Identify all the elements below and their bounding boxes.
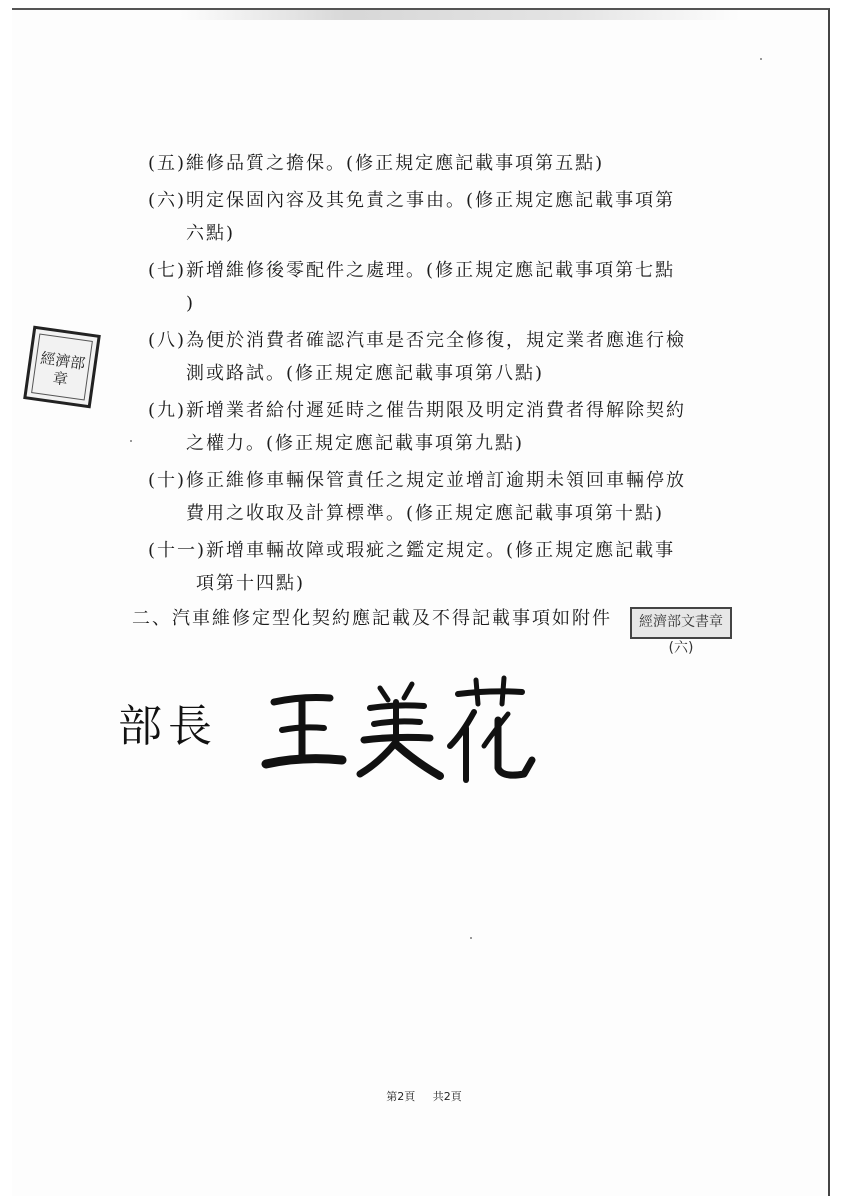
item-text [186, 184, 748, 217]
item-number: (八) [148, 330, 187, 351]
item-text [186, 324, 748, 357]
item-line: 新增車輛故障或瑕疵之鑑定規定。(修正規定應記載事 [206, 540, 676, 561]
list-item-continuation [148, 567, 748, 600]
handwritten-signature [252, 650, 552, 790]
list-item [148, 254, 748, 287]
item-text [186, 254, 748, 287]
page-footer [0, 1088, 848, 1104]
item-list [148, 147, 748, 600]
item-line: 項第十四點) [196, 573, 306, 594]
item-number: (五) [148, 153, 187, 174]
item-line: 之權力。(修正規定應記載事項第九點) [186, 433, 525, 454]
list-item [148, 534, 748, 567]
list-item [148, 394, 748, 427]
signature-graphic [252, 650, 552, 790]
scan-speck [130, 440, 132, 442]
seal-stamp [23, 326, 101, 409]
item-line: 維修品質之擔保。(修正規定應記載事項第五點) [186, 153, 605, 174]
document-seal-stamp: 經濟部文書章(六) [630, 607, 732, 639]
scan-artifact [180, 10, 740, 20]
item-text [206, 534, 748, 567]
item-number: (六) [148, 190, 187, 211]
list-item [148, 324, 748, 357]
list-item-continuation [148, 287, 748, 320]
item-text [186, 464, 748, 497]
item-text [186, 394, 748, 427]
section-two-text: 二、汽車維修定型化契約應記載及不得記載事項如附件 [132, 608, 612, 629]
list-item [148, 147, 748, 180]
item-line: 六點) [186, 223, 236, 244]
list-item [148, 184, 748, 217]
item-line: 新增維修後零配件之處理。(修正規定應記載事項第七點 [186, 260, 676, 281]
item-line: 為便於消費者確認汽車是否完全修復，規定業者應進行檢 [186, 330, 687, 351]
item-line: 測或路試。(修正規定應記載事項第八點) [186, 363, 545, 384]
item-number: (十一) [148, 540, 207, 561]
page-total: 共2頁 [432, 1090, 462, 1103]
list-item-continuation [148, 217, 748, 250]
item-text [186, 147, 748, 180]
page-number: 第2頁 [386, 1090, 416, 1103]
minister-title: 部長 [118, 701, 218, 752]
seal-stamp-text: 經濟部章 [31, 334, 93, 401]
item-number: (七) [148, 260, 187, 281]
item-line: ) [186, 293, 196, 314]
item-line: 新增業者給付遲延時之催告期限及明定消費者得解除契約 [186, 400, 687, 421]
item-line: 明定保固內容及其免責之事由。(修正規定應記載事項第 [186, 190, 676, 211]
scan-speck [470, 937, 472, 939]
list-item-continuation [148, 357, 748, 390]
list-item-continuation [148, 427, 748, 460]
item-number: (九) [148, 400, 187, 421]
item-line: 費用之收取及計算標準。(修正規定應記載事項第十點) [186, 503, 665, 524]
list-item-continuation [148, 497, 748, 530]
scan-speck [760, 58, 762, 60]
item-number: (十) [148, 470, 187, 491]
list-item [148, 464, 748, 497]
item-line: 修正維修車輛保管責任之規定並增訂逾期未領回車輛停放 [186, 470, 687, 491]
